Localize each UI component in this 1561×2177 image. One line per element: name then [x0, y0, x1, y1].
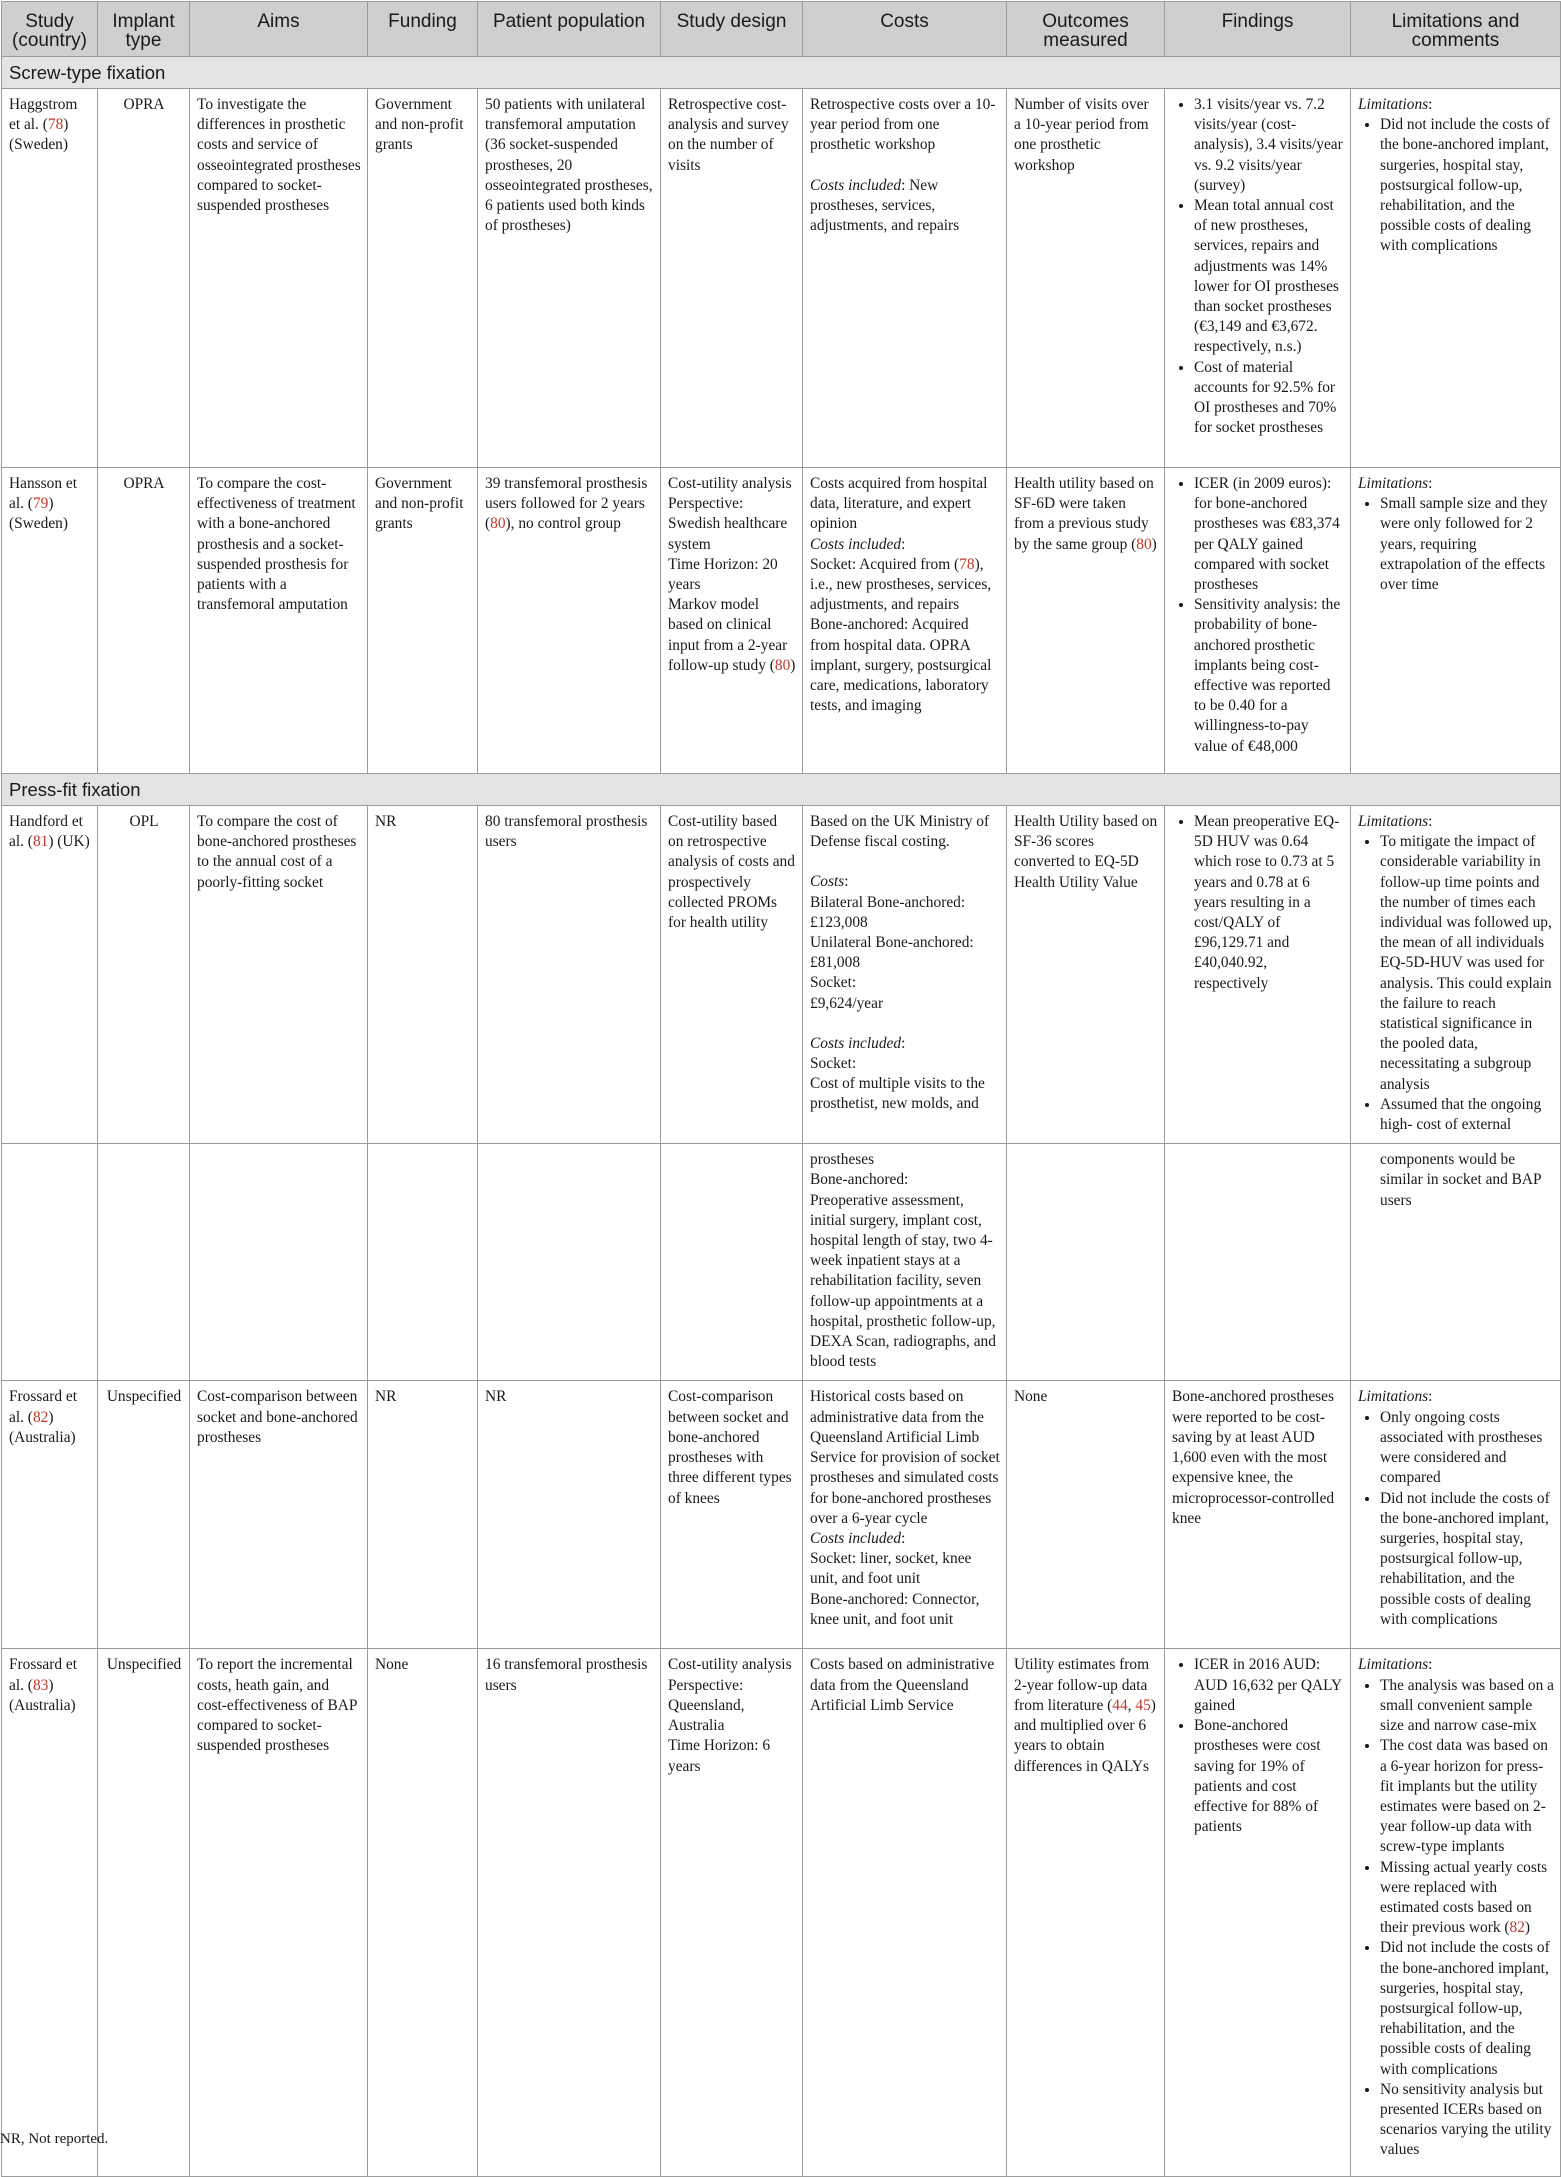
population-cell	[478, 468, 661, 774]
design-line: Perspective: Queensland, Australia	[668, 1676, 745, 1735]
design-cell	[661, 468, 803, 774]
empty-cell	[190, 1144, 368, 1381]
costs-text: Retrospective costs over a 10-year period from one prosthetic workshop	[810, 96, 996, 154]
design-line: Cost-utility analysis	[668, 1656, 792, 1674]
study-cell	[2, 806, 98, 1144]
costs-included-text: : New prostheses, services, adjustments, and repairs	[810, 176, 960, 235]
limitations-cell	[1351, 468, 1561, 774]
implant-cell: Unspecified	[98, 1649, 190, 2177]
costs-line: Socket:	[810, 1055, 857, 1073]
limitations-cell	[1351, 1381, 1561, 1649]
limitations-label: Limitations	[1358, 96, 1429, 113]
aims-cell: Cost-comparison between socket and bone-anchored prostheses	[190, 1381, 368, 1649]
findings-list	[1172, 1655, 1344, 1837]
study-country: ) (UK)	[48, 833, 90, 851]
population-text: 39 transfemoral prosthesis users followed for 2 years (	[485, 475, 648, 533]
table-row-continuation	[2, 1144, 1561, 1381]
list-item: • Mean preoperative EQ-5D HUV was 0.64 which rose to 0.73 at 5 years and 0.78 at 6 years resulting in a cost/QALY of £96,129.71 and £40,040.92, respectively	[1194, 812, 1344, 994]
reference-link[interactable]: 82	[1509, 1919, 1525, 1937]
list-item: • To mitigate the impact of considerable variability in follow-up time points and the number of times each individual was followed up, the mean of all individuals EQ-5D-HUV was used for analysis. This could explain the failure to reach statistical significance in the pooled data, necessitating a subgroup analysis	[1380, 832, 1554, 1095]
aims-cell: To compare the cost of bone-anchored prostheses to the annual cost of a poorly-fitting socket	[190, 806, 368, 1144]
outcomes-cell	[1007, 1649, 1165, 2177]
costs-included-label: Costs included	[810, 1034, 902, 1052]
list-item: • ICER (in 2009 euros): for bone-anchored prostheses was €83,374 per QALY gained compared with socket prostheses	[1194, 474, 1344, 595]
study-country: ) (Sweden)	[9, 116, 69, 154]
costs-line: prostheses	[810, 1151, 875, 1169]
design-line: Time Horizon: 6 years	[668, 1737, 771, 1775]
study-name: Frossard et al. (	[9, 1388, 77, 1426]
list-item: • No sensitivity analysis but presented ICERs based on scenarios varying the utility values	[1380, 2080, 1554, 2161]
header-study: Study (country)	[2, 2, 98, 57]
list-item: • Did not include the costs of the bone-anchored implant, surgeries, hospital stay, postsurgical follow-up, rehabilitation, and the possible costs of dealing with complications	[1380, 115, 1554, 256]
study-country: ) (Australia)	[9, 1408, 76, 1446]
funding-cell: Government and non-profit grants	[368, 468, 478, 774]
outcomes-cell: Health Utility based on SF-36 scores converted to EQ-5D Health Utility Value	[1007, 806, 1165, 1144]
limitations-heading: Limitations:	[1358, 475, 1433, 492]
table-row	[2, 1381, 1561, 1649]
reference-link[interactable]: 78	[47, 116, 64, 134]
costs-line: Bilateral Bone-anchored: £123,008	[810, 893, 966, 931]
costs-cell	[803, 468, 1007, 774]
outcomes-text: Utility estimates from 2-year follow-up data from literature (	[1014, 1656, 1150, 1714]
design-cell: Cost-utility based on retrospective analysis of costs and prospectively collected PROMs for health utility	[661, 806, 803, 1144]
findings-cell	[1165, 468, 1351, 774]
design-cell	[661, 1649, 803, 2177]
costs-text: Costs acquired from hospital data, literature, and expert opinion	[810, 475, 988, 533]
limitations-heading: Limitations:	[1358, 813, 1433, 830]
reference-link[interactable]: 79	[32, 495, 49, 513]
limitations-list	[1358, 832, 1554, 1135]
costs-line: Socket: liner, socket, knee unit, and foot unit	[810, 1550, 972, 1588]
header-aims: Aims	[190, 2, 368, 57]
list-item: • 3.1 visits/year vs. 7.2 visits/year (cost-analysis), 3.4 visits/year vs. 9.2 visits/year (survey)	[1194, 95, 1344, 196]
funding-cell: NR	[368, 1381, 478, 1649]
limitations-heading: Limitations:	[1358, 1388, 1433, 1406]
funding-cell: None	[368, 1649, 478, 2177]
empty-cell	[478, 1144, 661, 1381]
findings-list	[1172, 474, 1344, 757]
study-name: Handford et al. (	[9, 813, 83, 851]
aims-cell: To compare the cost-effectiveness of treatment with a bone-anchored prosthesis and a socket-suspended prosthesis for patients with a transfemoral amputation	[190, 468, 368, 774]
list-item: • Sensitivity analysis: the probability of bone-anchored prosthetic implants being cost-effective was reported to be 0.40 for a willingness-to-pay value of €48,000	[1194, 595, 1344, 757]
outcomes-cell: Number of visits over a 10-year period from one prosthetic workshop	[1007, 89, 1165, 468]
study-cell	[2, 89, 98, 468]
costs-label: Costs	[810, 873, 845, 891]
reference-link[interactable]: 80	[490, 515, 506, 533]
costs-included: Costs included:	[810, 535, 906, 553]
design-line: Perspective: Swedish healthcare system	[668, 495, 788, 553]
table-row	[2, 806, 1561, 1144]
design-line: Time Horizon: 20 years	[668, 555, 778, 594]
table-header-row	[2, 2, 1561, 57]
reference-link[interactable]: 45	[1135, 1696, 1151, 1714]
cost-studies-table	[1, 1, 1561, 2177]
limitations-heading: Limitations:	[1358, 1656, 1433, 1674]
costs-line: Bone-anchored:	[810, 1171, 909, 1189]
header-findings: Findings	[1165, 2, 1351, 57]
limitations-heading: Limitations:	[1358, 96, 1433, 113]
design-cell: Retrospective cost-analysis and survey on the number of visits	[661, 89, 803, 468]
limitations-cell	[1351, 1144, 1561, 1381]
header-outcomes-measured: Outcomes measured	[1007, 2, 1165, 57]
population-cell: 16 transfemoral prosthesis users	[478, 1649, 661, 2177]
aims-cell: To investigate the differences in prosthetic costs and service of osseointegrated prostheses compared to socket-suspended prostheses	[190, 89, 368, 468]
header-limitations: Limitations and comments	[1351, 2, 1561, 57]
limitation-text-end: )	[1524, 1919, 1531, 1937]
outcomes-cell	[1007, 468, 1165, 774]
list-item: • Cost of material accounts for 92.5% for OI prostheses and 70% for socket prostheses	[1194, 358, 1344, 439]
empty-cell	[1165, 1144, 1351, 1381]
limitations-list	[1358, 115, 1554, 256]
outcomes-text-end: )	[1151, 535, 1157, 553]
separator: ,	[1127, 1696, 1136, 1714]
limitations-label: Limitations	[1358, 1388, 1429, 1406]
population-text-end: ), no control group	[505, 515, 621, 533]
costs-text: Based on the UK Ministry of Defense fiscal costing.	[810, 813, 990, 851]
costs-included: Costs included:	[810, 1529, 906, 1547]
population-cell: NR	[478, 1381, 661, 1649]
limitation-text: Missing actual yearly costs were replaced with estimated costs based on their previous work (	[1380, 1858, 1548, 1937]
empty-cell	[661, 1144, 803, 1381]
reference-link[interactable]: 81	[32, 833, 49, 851]
empty-cell	[98, 1144, 190, 1381]
limitations-cell	[1351, 1649, 1561, 2177]
costs-text-end: ), i.e., new prostheses, services, adjustments, and repairs	[810, 555, 992, 614]
list-item: • The cost data was based on a 6-year horizon for press-fit implants but the utility estimates were based on 2-year follow-up data with screw-type implants	[1380, 1736, 1554, 1857]
section-row	[2, 57, 1561, 89]
list-item: • Only ongoing costs associated with prostheses were considered and compared	[1380, 1408, 1554, 1489]
limitations-continued: components would be similar in socket and BAP users	[1380, 1151, 1542, 1209]
implant-cell: Unspecified	[98, 1381, 190, 1649]
list-item: • Bone-anchored prostheses were cost saving for 19% of patients and cost effective for 88% of patients	[1194, 1716, 1344, 1837]
costs-included	[810, 176, 1000, 237]
limitations-list	[1358, 494, 1554, 595]
limitations-cell	[1351, 89, 1561, 468]
costs-cell: Costs based on administrative data from the Queensland Artificial Limb Service	[803, 1649, 1007, 2177]
header-patient-population: Patient population	[478, 2, 661, 57]
costs-cell	[803, 806, 1007, 1144]
empty-cell	[1007, 1144, 1165, 1381]
list-item: • The analysis was based on a small convenient sample size and narrow case-mix	[1380, 1676, 1554, 1737]
section-row	[2, 774, 1561, 806]
findings-cell: Bone-anchored prostheses were reported to be cost-saving by at least AUD 1,600 even with the most expensive knee, the microprocessor-controlled knee	[1165, 1381, 1351, 1649]
section-title-screw-type: Screw-type fixation	[2, 57, 1561, 89]
outcomes-cell: None	[1007, 1381, 1165, 1649]
limitations-list	[1358, 1676, 1554, 2161]
table-footnote: NR, Not reported.	[0, 2131, 109, 2147]
list-item: • Did not include the costs of the bone-anchored implant, surgeries, hospital stay, postsurgical follow-up, rehabilitation, and the possible costs of dealing with complications	[1380, 1938, 1554, 2079]
reference-link[interactable]: 83	[32, 1676, 49, 1694]
study-country: ) (Australia)	[9, 1676, 76, 1714]
aims-cell: To report the incremental costs, heath gain, and cost-effectiveness of BAP compared to socket-suspended prostheses	[190, 1649, 368, 2177]
study-name: Hansson et al. (	[9, 475, 77, 513]
study-name: Haggstrom et al. (	[9, 96, 78, 134]
implant-cell: OPRA	[98, 89, 190, 468]
limitations-label: Limitations	[1358, 1656, 1429, 1674]
reference-link[interactable]: 78	[959, 555, 975, 573]
header-funding: Funding	[368, 2, 478, 57]
limitations-label: Limitations	[1358, 813, 1429, 830]
costs-cell	[803, 89, 1007, 468]
list-item: • Small sample size and they were only followed for 2 years, requiring extrapolation of the effects over time	[1380, 494, 1554, 595]
outcomes-text-end: ) and multiplied over 6 years to obtain differences in QALYs	[1014, 1696, 1156, 1775]
reference-link[interactable]: 44	[1112, 1696, 1128, 1714]
design-line	[668, 595, 796, 676]
population-cell: 80 transfemoral prosthesis users	[478, 806, 661, 1144]
empty-cell	[2, 1144, 98, 1381]
limitations-label: Limitations	[1358, 475, 1429, 492]
reference-link[interactable]: 82	[32, 1408, 49, 1426]
costs-included: Costs included:	[810, 1034, 906, 1052]
costs-cell	[803, 1144, 1007, 1381]
header-study-design: Study design	[661, 2, 803, 57]
findings-cell	[1165, 1649, 1351, 2177]
table-row	[2, 468, 1561, 774]
costs-bone-anchored: Bone-anchored: Acquired from hospital data. OPRA implant, surgery, postsurgical care, medications, laboratory tests, and imaging	[810, 616, 992, 715]
funding-cell: Government and non-profit grants	[368, 89, 478, 468]
list-item: • Mean total annual cost of new prostheses, services, repairs and adjustments was 14% lower for OI prostheses than socket prostheses (€3,149 and €3,672. respectively, n.s.)	[1194, 196, 1344, 358]
limitations-list	[1358, 1408, 1554, 1630]
study-cell	[2, 1649, 98, 2177]
costs-line: Preoperative assessment, initial surgery, implant cost, hospital length of stay, two 4-week inpatient stays at a rehabilitation facility, seven follow-up appointments at a hospital, prosthetic follow-up, DEXA Scan, radiographs, and blood tests	[810, 1191, 996, 1371]
findings-list	[1172, 812, 1344, 994]
table-row	[2, 1649, 1561, 2177]
implant-cell: OPL	[98, 806, 190, 1144]
costs-socket	[810, 555, 1000, 616]
table-row	[2, 89, 1561, 468]
design-line: Cost-utility analysis	[668, 475, 792, 492]
study-country: ) (Sweden)	[9, 495, 68, 533]
list-item: • Did not include the costs of the bone-anchored implant, surgeries, hospital stay, postsurgical follow-up, rehabilitation, and the possible costs of dealing with complications	[1380, 1489, 1554, 1630]
costs-line: £9,624/year	[810, 994, 884, 1012]
population-cell: 50 patients with unilateral transfemoral amputation (36 socket-suspended prostheses, 20 osseointegrated prostheses, 6 patients used both kinds of prostheses)	[478, 89, 661, 468]
costs-text: Socket: Acquired from (	[810, 555, 960, 573]
study-name: Frossard et al. (	[9, 1656, 77, 1694]
costs-line: Bone-anchored: Connector, knee unit, and foot unit	[810, 1590, 980, 1628]
limitations-cell	[1351, 806, 1561, 1144]
study-cell	[2, 468, 98, 774]
section-title-press-fit: Press-fit fixation	[2, 774, 1561, 806]
design-text-end: )	[790, 656, 796, 674]
costs-included-label: Costs included	[810, 535, 902, 553]
costs-line: Unilateral Bone-anchored: £81,008	[810, 934, 974, 972]
costs-included-label: Costs included	[810, 1529, 902, 1547]
header-implant-type: Implant type	[98, 2, 190, 57]
findings-cell	[1165, 89, 1351, 468]
list-item	[1380, 1858, 1554, 1939]
design-text: Markov model based on clinical input from a 2-year follow-up study (	[668, 596, 788, 674]
funding-cell: NR	[368, 806, 478, 1144]
design-cell: Cost-comparison between socket and bone-anchored prostheses with three different types of knees	[661, 1381, 803, 1649]
comparison-table-wrapper	[1, 1, 1560, 2177]
costs-line: Socket:	[810, 974, 857, 992]
outcomes-text: Health utility based on SF-6D were taken from a previous study by the same group (	[1014, 475, 1154, 553]
costs-included-label: Costs included	[810, 176, 902, 194]
costs-cell	[803, 1381, 1007, 1649]
header-costs: Costs	[803, 2, 1007, 57]
costs-heading: Costs:	[810, 873, 849, 891]
findings-cell	[1165, 806, 1351, 1144]
costs-line: Cost of multiple visits to the prosthetist, new molds, and	[810, 1075, 985, 1113]
list-item: • Assumed that the ongoing high- cost of external	[1380, 1095, 1554, 1135]
empty-cell	[368, 1144, 478, 1381]
costs-text: Historical costs based on administrative data from the Queensland Artificial Limb Service for provision of socket prostheses and simulated costs for bone-anchored prostheses over a 6-year cycle	[810, 1388, 1000, 1527]
study-cell	[2, 1381, 98, 1649]
reference-link[interactable]: 80	[774, 656, 791, 674]
reference-link[interactable]: 80	[1136, 535, 1152, 553]
list-item: • ICER in 2016 AUD: AUD 16,632 per QALY gained	[1194, 1655, 1344, 1716]
findings-list	[1172, 95, 1344, 438]
implant-cell: OPRA	[98, 468, 190, 774]
